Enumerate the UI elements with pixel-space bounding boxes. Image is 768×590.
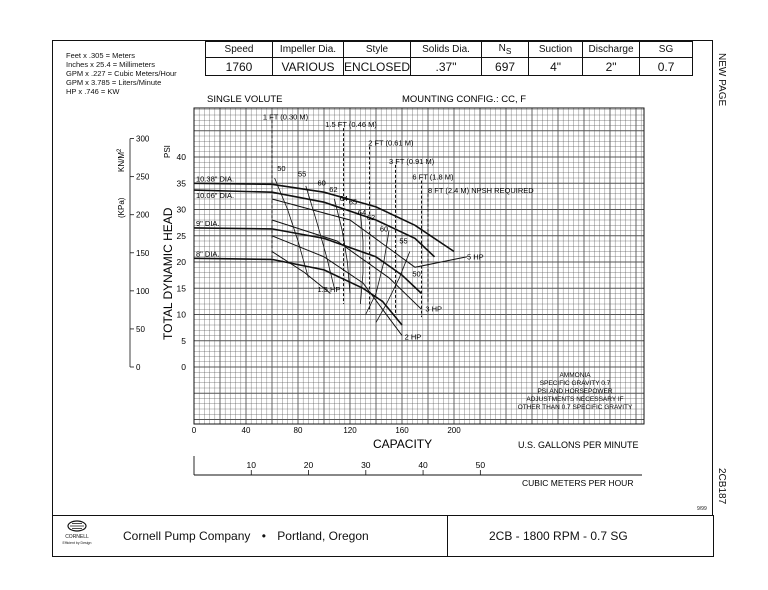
x-tick-label: 40 (241, 426, 251, 435)
x-tick-label: 0 (191, 426, 197, 435)
psi-tick-label: 10 (176, 309, 186, 320)
efficiency-label: 64 (339, 194, 348, 204)
chart-top-label: SINGLE VOLUTE (207, 94, 283, 105)
spec-header: Discharge (583, 42, 640, 58)
x-tick-label: 160 (395, 426, 409, 435)
spec-header: SG (640, 42, 693, 58)
spec-header: Speed (206, 42, 273, 58)
x-axis-unit: U.S. GALLONS PER MINUTE (518, 440, 639, 450)
note-line: OTHER THAN 0.7 SPECIFIC GRAVITY (517, 404, 633, 411)
head-curve-label: 9" DIA. (196, 218, 220, 228)
head-curve-label: 10.38" DIA. (196, 174, 235, 184)
spec-header: Solids Dia. (411, 42, 482, 58)
efficiency-label: 55 (298, 169, 307, 179)
conversion-line: GPM x 3.785 = Liters/Minute (66, 78, 162, 87)
kpa-tick-label: 50 (136, 324, 145, 334)
y-kn-base: KN/M (117, 152, 126, 172)
psi-tick-label: 0 (181, 362, 186, 372)
conversion-line: HP x .746 = KW (66, 87, 120, 96)
efficiency-label: 64 (357, 207, 367, 217)
efficiency-label: 50 (277, 164, 286, 174)
kpa-tick-label: 200 (136, 210, 150, 220)
note-line: SPECIFIC GRAVITY 0.7 (539, 380, 611, 387)
spec-header: Suction (529, 42, 583, 58)
hp-label: 1.5 HP (317, 284, 341, 294)
kpa-tick-label: 150 (136, 248, 150, 258)
psi-tick-label: 5 (181, 335, 186, 346)
spec-value: 2" (583, 58, 640, 76)
company-location: Portland, Oregon (277, 529, 369, 543)
logo-icon (67, 520, 87, 532)
npsh-label: 2 FT (0.61 M) (368, 138, 414, 148)
spec-value: .37" (411, 58, 482, 76)
company-line (123, 529, 369, 543)
conversion-line: Inches x 25.4 = Millimeters (66, 60, 155, 69)
head-curve-label: 8" DIA. (196, 249, 220, 259)
efficiency-label: 62 (329, 185, 338, 195)
efficiency-label: 65 (348, 197, 358, 207)
y-kpa-unit: (KPa) (117, 197, 126, 218)
bullet-separator: • (261, 529, 266, 543)
x2-axis-unit: CUBIC METERS PER HOUR (522, 478, 634, 488)
hp-label: 2 HP (404, 332, 422, 342)
spec-value: 0.7 (640, 58, 693, 76)
hp-label: 3 HP (425, 304, 443, 314)
x2-tick-label: 30 (361, 460, 371, 470)
cornell-logo (59, 520, 95, 546)
kpa-tick-label: 100 (136, 286, 150, 296)
psi-tick-label: 40 (176, 152, 186, 162)
x2-tick-label: 10 (246, 460, 257, 470)
spec-value: 4" (529, 58, 583, 76)
note-line: PSI AND HORSEPOWER (537, 388, 613, 395)
npsh-label: 3 FT (0.91 M) (389, 156, 435, 166)
x2-tick-label: 20 (303, 460, 314, 470)
mounting-config: MOUNTING CONFIG.: CC, F (402, 94, 527, 105)
head-curve (194, 228, 422, 294)
x2-tick-label: 50 (475, 460, 486, 470)
model-designation: 2CB - 1800 RPM - 0.7 SG (489, 529, 628, 543)
head-curve-label: 10.06" DIA. (196, 191, 235, 201)
x-tick-label: 80 (293, 426, 303, 435)
efficiency-label: 60 (379, 224, 389, 234)
logo-tagline: Efficient by Design (62, 541, 92, 545)
chart-curves (194, 120, 467, 335)
note-line: ADJUSTMENTS NECESSARY IF (526, 396, 624, 403)
x2-tick-label: 40 (418, 460, 428, 470)
spec-value: 1760 (206, 58, 273, 76)
head-curve (194, 190, 435, 257)
logo-text: CORNELL (65, 534, 89, 540)
npsh-label: 6 FT (1.8 M) (412, 172, 454, 182)
npsh-label: 8 FT (2.4 M) NPSH REQUIRED (428, 185, 534, 195)
title-block (52, 515, 714, 557)
efficiency-label: 60 (317, 178, 326, 188)
kpa-tick-label: 300 (136, 134, 150, 144)
spec-header: Style (344, 42, 411, 58)
npsh-label: 1 FT (0.30 M) (262, 112, 309, 122)
conversion-line: Feet x .305 = Meters (66, 51, 135, 60)
ns-subscript: S (505, 46, 512, 56)
footer-divider (447, 516, 448, 556)
note-line: AMMONIA (559, 372, 591, 379)
conversion-line: GPM x .227 = Cubic Meters/Hour (66, 69, 177, 78)
psi-tick-label: 20 (176, 257, 186, 267)
spec-header: Impeller Dia. (273, 42, 344, 58)
company-name: Cornell Pump Company (123, 529, 251, 543)
hp-label: 5 HP (467, 252, 484, 262)
efficiency-label: 50 (412, 269, 421, 279)
psi-tick-label: 35 (176, 178, 186, 189)
psi-tick-label: 30 (176, 204, 186, 215)
y-axis-unit: PSI (163, 145, 172, 158)
x-tick-label: 120 (343, 426, 357, 435)
efficiency-label: 62 (366, 213, 376, 222)
kpa-tick-label: 250 (136, 172, 150, 182)
kpa-tick-label: 0 (136, 363, 141, 372)
spec-value: VARIOUS (273, 58, 344, 76)
spec-value: 697 (482, 58, 529, 76)
revision-date: 9/99 (697, 506, 707, 512)
y-axis-label: TOTAL DYNAMIC HEAD (161, 207, 175, 340)
new-page-note: NEW PAGE (716, 53, 727, 107)
psi-tick-label: 25 (176, 230, 186, 241)
drawing-number: 2CB187 (716, 468, 727, 505)
x-axis-label: CAPACITY (373, 437, 433, 451)
y-kn-exponent: 2 (117, 148, 123, 152)
x-tick-label: 200 (447, 426, 461, 435)
psi-tick-label: 15 (176, 283, 186, 294)
ns-symbol: N (498, 43, 506, 54)
y-kn-unit (117, 148, 126, 172)
efficiency-label: 55 (399, 236, 408, 246)
spec-value: ENCLOSED (344, 59, 411, 74)
npsh-label: 1.5 FT (0.46 M) (325, 120, 377, 130)
chart-note (518, 372, 633, 411)
